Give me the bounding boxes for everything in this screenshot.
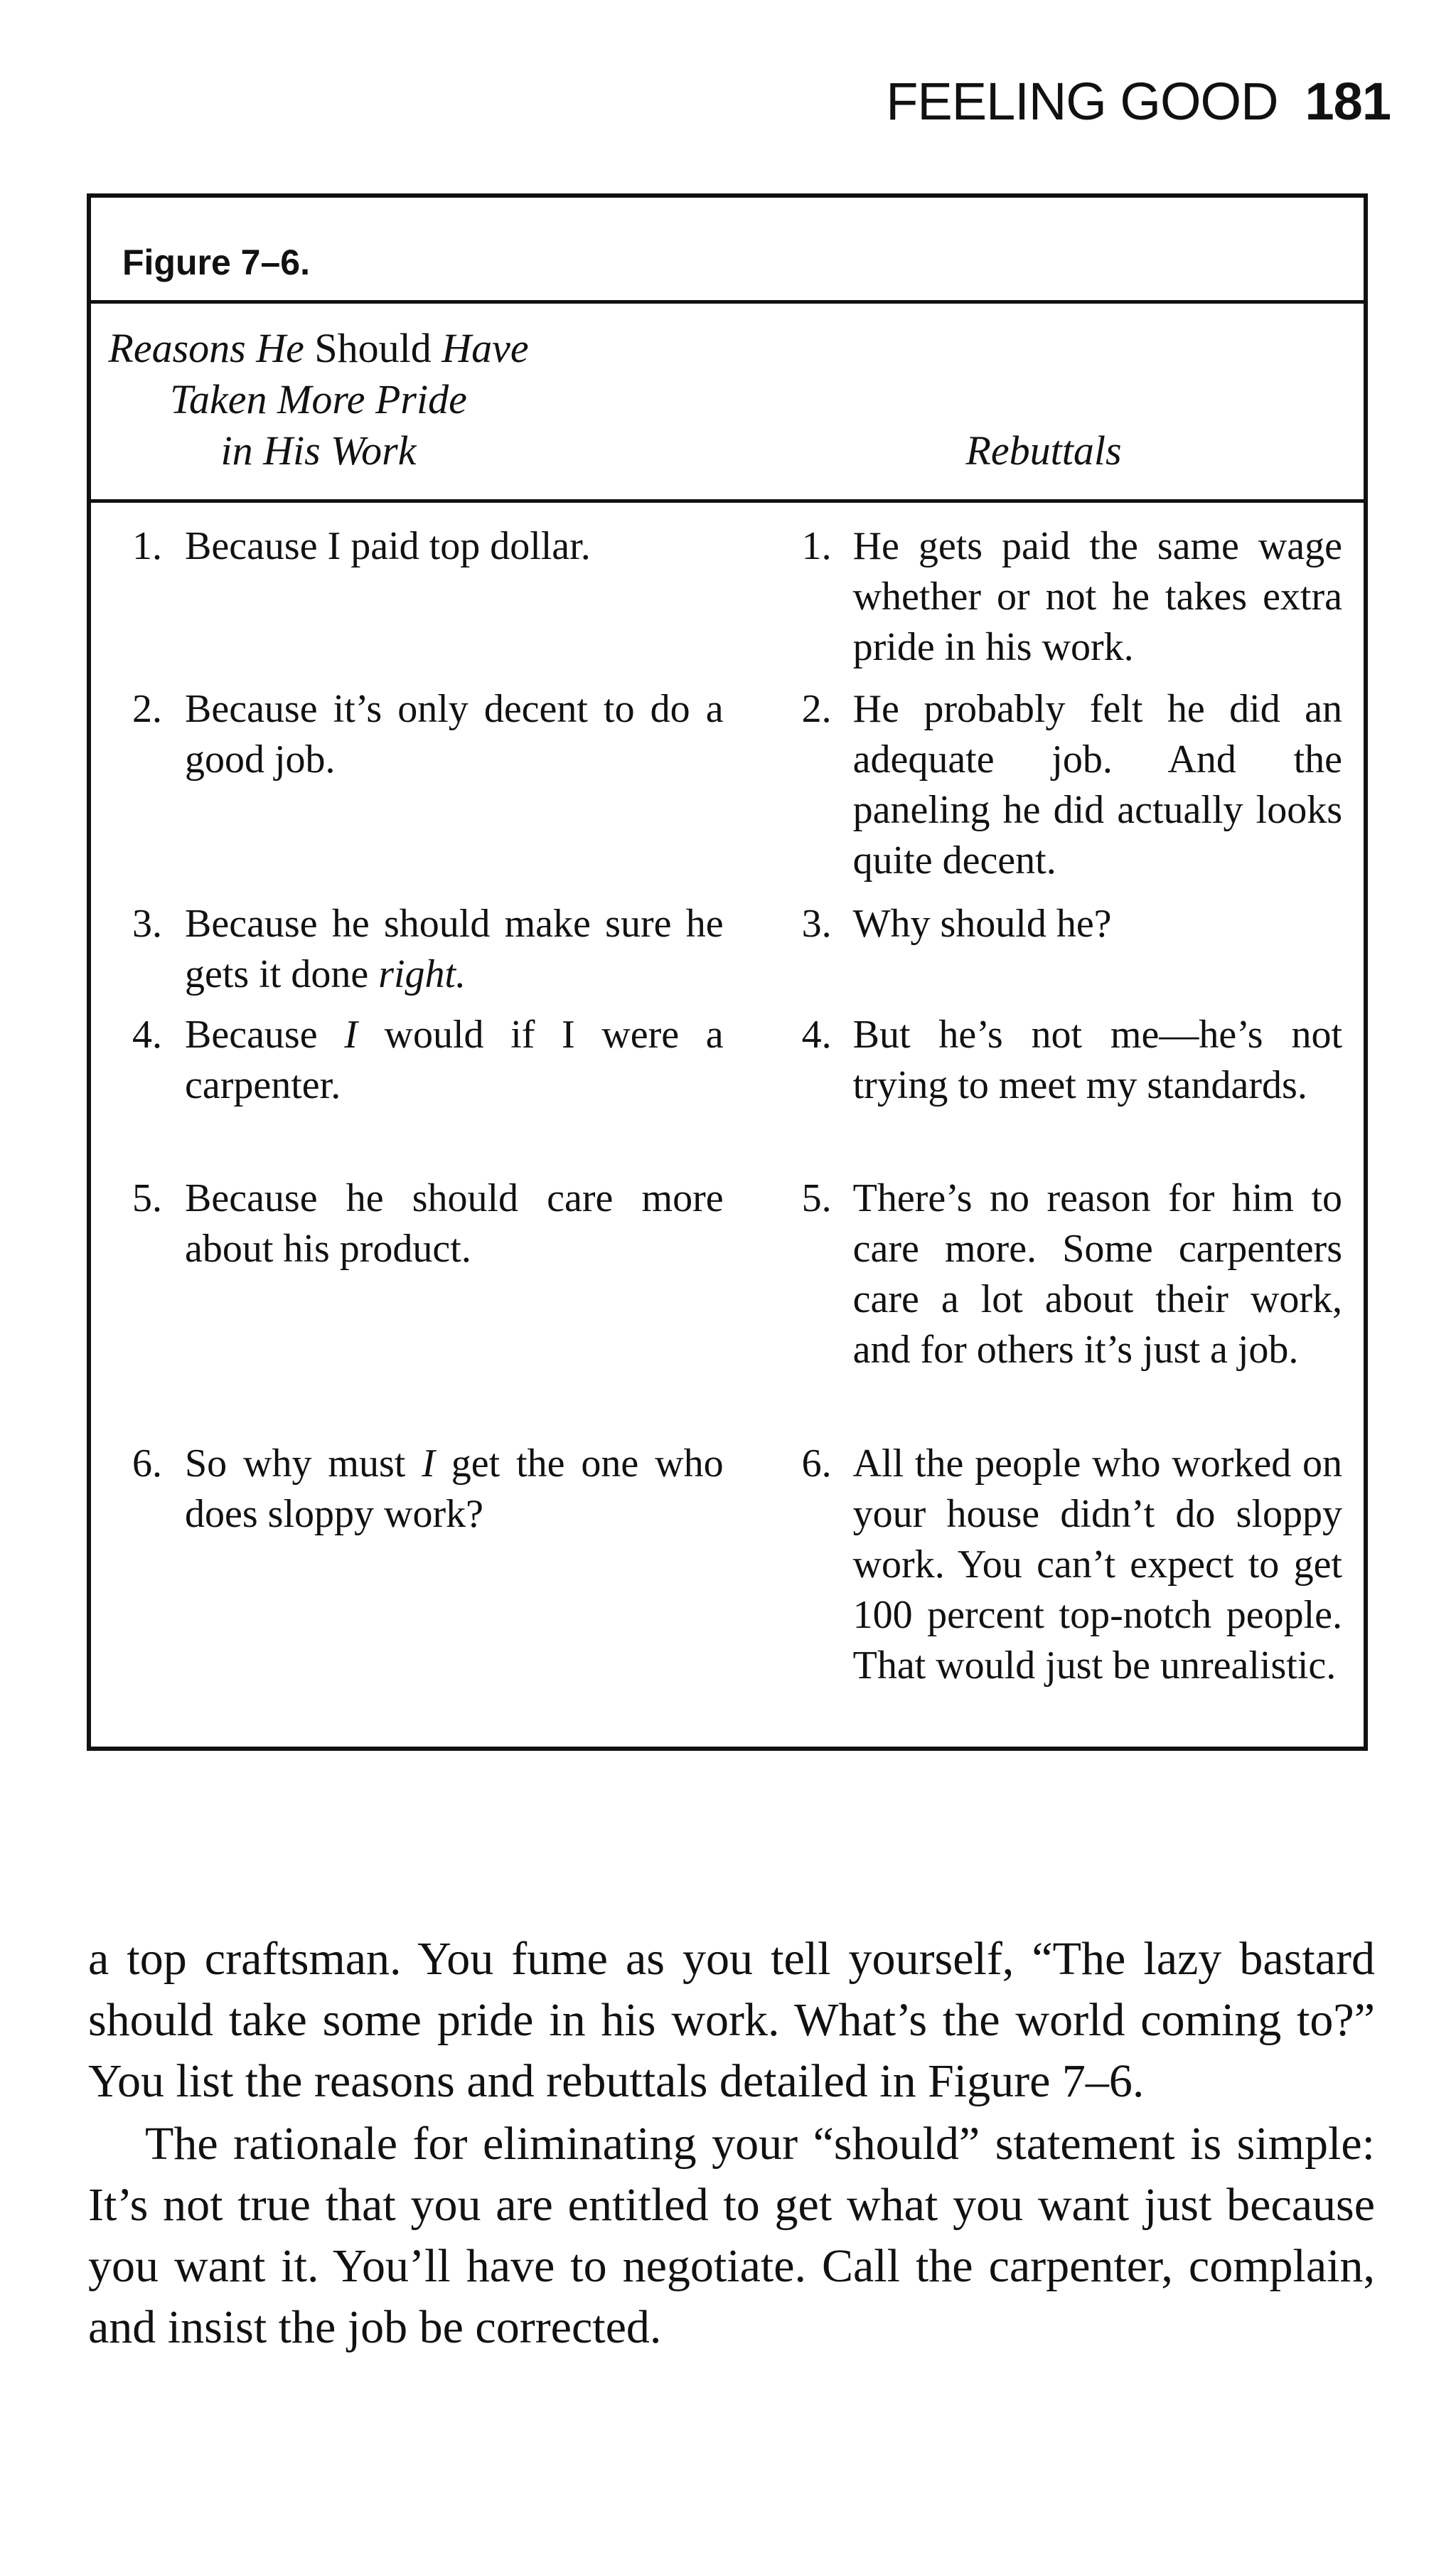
rebuttal-number: 4. (801, 1013, 832, 1057)
rebuttal-cell (737, 684, 1364, 899)
rebuttal-text: He probably felt he did an adequate job. And the paneling he did actually looks quite decent. (852, 687, 1342, 883)
figure-rule-header (91, 499, 1364, 503)
figure-rule-top (91, 300, 1364, 304)
running-title: FEELING GOOD (886, 72, 1278, 131)
reason-text: Because it’s only decent to do a good job. (185, 687, 724, 782)
rebuttal-text: All the people who worked on your house didn’t do sloppy work. You can’t expect to get 100 percent top-notch people. That would just be unrealistic. (852, 1441, 1342, 1688)
table-row (91, 899, 1364, 1010)
body-paragraph-1: a top craftsman. You fume as you tell yourself, “The lazy bastard should take some pride in his work. What’s the world coming to?” You list the reasons and rebuttals detailed in Figure 7–6. (88, 1933, 1375, 2107)
rebuttal-cell (737, 1173, 1364, 1439)
reason-text-post: get the one who does sloppy work? (185, 1441, 724, 1536)
reason-text: Because I paid top dollar. (185, 524, 591, 568)
reason-text-post: would if I were a carpenter. (185, 1013, 724, 1107)
reason-cell (91, 684, 737, 899)
reason-cell (91, 521, 737, 684)
reason-text-pre: Because (185, 1013, 318, 1057)
reason-number: 1. (132, 524, 162, 568)
heading-upright-part: Should (314, 325, 432, 371)
rebuttal-text: But he’s not me—he’s not trying to meet my standards. (852, 1013, 1342, 1107)
table-row (91, 1439, 1364, 1752)
reason-emphasis: I (344, 1013, 358, 1057)
rebuttal-text: There’s no reason for him to care more. Some carpenters care a lot about their work, and for others it’s just a job. (852, 1176, 1342, 1372)
reason-text-pre: So why must (185, 1441, 406, 1486)
table-row (91, 1010, 1364, 1173)
rebuttal-number: 1. (801, 524, 832, 568)
column-heading-reasons (91, 323, 546, 476)
rebuttal-number: 6. (801, 1441, 832, 1486)
rebuttal-number: 3. (801, 902, 832, 946)
reason-number: 5. (132, 1176, 162, 1220)
reason-number: 3. (132, 902, 162, 946)
figure-label: Figure 7–6. (122, 242, 310, 282)
table-row (91, 684, 1364, 899)
reason-cell (91, 1010, 737, 1173)
reason-number: 6. (132, 1441, 162, 1486)
reason-text: Because he should care more about his product. (185, 1176, 724, 1271)
column-heading-reasons-line3: in His Work (220, 427, 417, 474)
figure-7-6-box (87, 193, 1368, 1751)
heading-italic-part: Reasons He (108, 325, 304, 371)
table-row (91, 1173, 1364, 1439)
rebuttal-text: Why should he? (852, 902, 1112, 946)
column-heading-rebuttals: Rebuttals (965, 427, 1122, 474)
rebuttal-number: 2. (801, 687, 832, 731)
rebuttal-cell (737, 521, 1364, 684)
column-heading-reasons-line2: Taken More Pride (170, 376, 467, 422)
reason-emphasis: right. (378, 952, 466, 996)
rebuttal-number: 5. (801, 1176, 832, 1220)
page-number: 181 (1305, 72, 1391, 131)
rebuttal-cell (737, 1010, 1364, 1173)
reason-cell (91, 1173, 737, 1439)
reason-number: 4. (132, 1013, 162, 1057)
rebuttal-cell (737, 899, 1364, 1010)
figure-rows (91, 521, 1364, 1752)
reason-cell (91, 1439, 737, 1752)
body-paragraph-2: The rationale for eliminating your “should” statement is simple: It’s not true that you are entitled to get what you want just because you want it. You’ll have to negotiate. Call the carpenter, complain, and insist the job be corrected. (88, 2118, 1375, 2353)
column-heading-reasons-line1 (91, 323, 546, 374)
table-row (91, 521, 1364, 684)
reason-emphasis: I (422, 1441, 435, 1486)
reason-text: Because he should make sure he gets it done (185, 902, 724, 996)
body-text (88, 1929, 1375, 2358)
heading-italic-part: Have (441, 325, 529, 371)
reason-number: 2. (132, 687, 162, 731)
running-head (886, 71, 1391, 132)
rebuttal-text: He gets paid the same wage whether or not he takes extra pride in his work. (852, 524, 1342, 669)
rebuttal-cell (737, 1439, 1364, 1752)
reason-cell (91, 899, 737, 1010)
